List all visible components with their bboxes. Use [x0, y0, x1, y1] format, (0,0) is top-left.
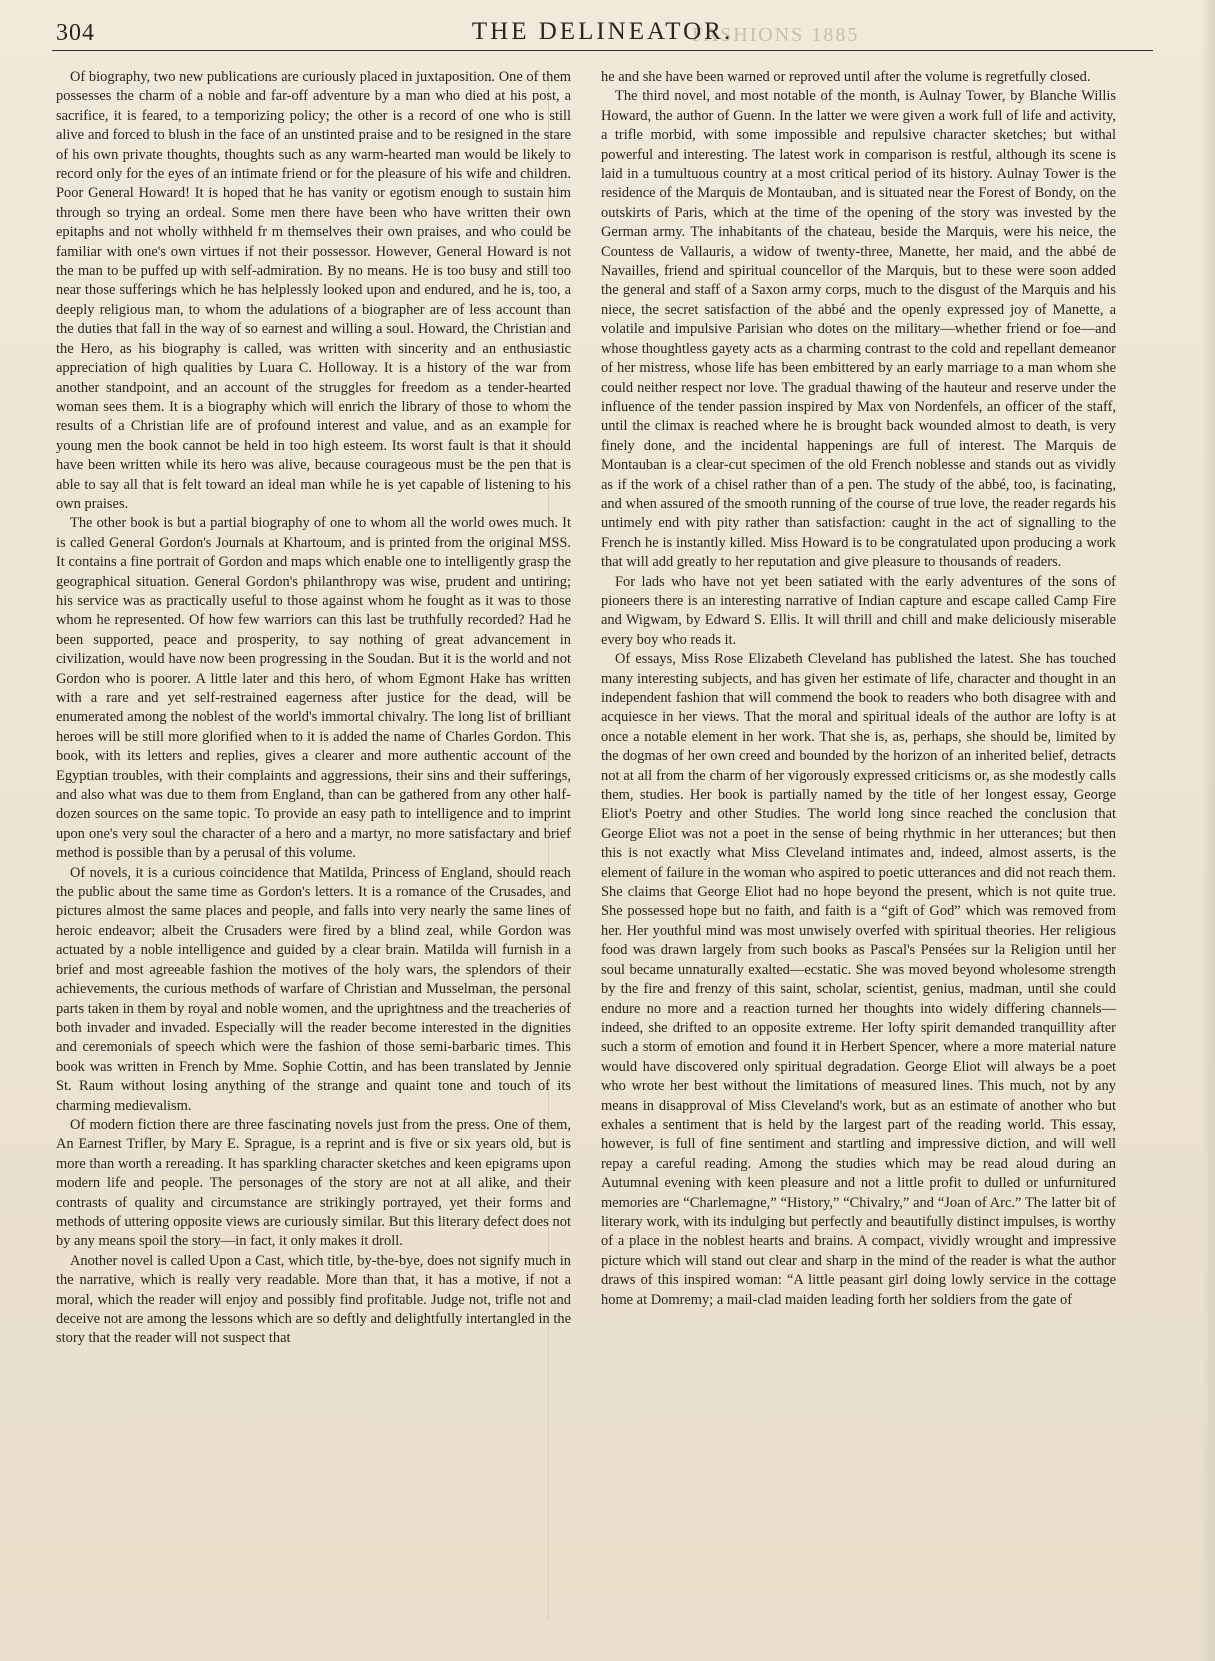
paragraph-camp-fire: For lads who have not yet been satiated with the early adventures of the sons of pioneers there is an interesting narrative of Indian capture and escape called Camp Fire and Wigwam, by Edward S. Ellis. It will thrill and chill and make deliciously miserable every boy who reads it. [601, 573, 1116, 648]
paragraph-essays: Of essays, Miss Rose Elizabeth Cleveland has published the latest. She has touched many interesting subjects, and has given her estimate of life, character and thought in an independent fashion that will commend the book to readers who both disagree with and acquiesce in her views. That the moral and spiritual ideals of the author are lofty is at once a notable element in her work. That she is, as, perhaps, she should be, limited by the dogmas of her own creed and bounded by the horizon of an inherited belief, detracts not at all from the charm of her vigorously expressed criticisms or, as she modestly calls them, studies. Her book is partially named by the title of her longest essay, George Eliot's Poetry and other Studies. The world long since reached the conclusion that George Eliot was not a poet in the sense of being rhythmic in her utterances; but then this is not exactly what Miss Cleveland intimates and, indeed, almost asserts, is the element of failure in the woman who aspired to poetic utterances and did not reach them. She claims that George Eliot had no hope beyond the present, which is not quite true. She possessed hope but no faith, and faith is a “gift of God” which was removed from her. Her youthful mind was most unwisely overfed with spiritual theories. Her religious food was drawn largely from such books as Pascal's Pensées sur la Religion until her soul became unnaturally exalted—ecstatic. She was moved beyond wholesome strength by the fire and frenzy of this saint, scholar, scientist, genius, madman, until she could endure no more and a reaction turned her thoughts into widely differing channels—indeed, she drifted to an opposite extreme. Her lofty spirit demanded tranquillity after such a storm of emotion and found it in Herbert Spencer, where a more material nature would have discovered only spiritual degradation. George Eliot will always be a poet who wrote her best without the limitations of measured lines. This much, not by any means in disapproval of Miss Cleveland's work, but as an estimate of another who but exhales a sentiment that is held by the largest part of the reading world. This essay, however, is full of fine sentiment and startling and impressive diction, and will well repay a careful reading. Among the studies which may be read aloud during an Autumnal evening with keen pleasure and not a little profit to dulled or unfurnitured memories are “Charlemagne,” “History,” “Chivalry,” and “Joan of Arc.” The latter bit of literary work, with its indulging but perfectly and beautifully distinct impulses, is worthy of a place in the noblest hearts and brains. A compact, vividly wrought and impressive picture which will stand out clear and sharp in the mind of the reader is what the author draws of this inspired woman: “A little peasant girl doing lowly service in the cottage home at Domremy; a mail-clad maiden leading forth her soldiers from the gate of [601, 651, 1116, 1308]
masthead [52, 18, 1153, 51]
paragraph-gordon: The other book is but a partial biography of one to whom all the world owes much. It is called General Gordon's Journals at Khartoum, and is printed from the original MSS. It contains a fine portrait of Gordon and maps which enable one to intelligently grasp the geographical situation. General Gordon's philanthropy was wise, prudent and untiring; his service was as practically useful to those against whom he fought as it was to those whom he represented. Of how few warriors can this last be truthfully recorded? Had he been supported, peace and prosperity, to say nothing of great advancement in civilization, would have now been progressing in the Soudan. But it is the world and not Gordon who is poorer. A little later and this hero, of whom Egmont Hake has written with a rare and yet self-restrained eagerness after justice for the dead, will be enumerated among the noblest of the world's immortal chivalry. The long list of brilliant heroes will be still more glorified when to it is added the name of Charles Gordon. This book, with its letters and replies, gives a clearer and more authentic account of the Egyptian troubles, with their complaints and aggressions, their sins and their sufferings, and also what was due to them from England, than can be gathered from any other half-dozen sources on the same topic. To provide an easy path to intelligence and to imprint upon one's very soul the character of a hero and a martyr, no more satisfactary and brief method is possible than by a perusal of this volume. [56, 515, 571, 862]
page-edge-shadow [1201, 0, 1215, 1661]
right-column [601, 68, 1116, 1628]
bleed-through-text: FASHIONS 1885 [692, 24, 860, 46]
paragraph-biography: Of biography, two new publications are curiously placed in juxtaposition. One of them possesses the charm of a noble and far-off adventure by a man who died at his post, a sacrifice, it is feared, to a temporizing policy; the other is a record of one who is still alive and forced to blush in the face of an unstinted praise and to be resigned in the stare of his own private thoughts, thoughts such as any warm-hearted man would be likely to record only for the eyes of an intimate friend or for the pleasure of his wife and children. Poor General Howard! It is hoped that he has vanity or egotism enough to sustain him through so trying an ordeal. Some men there have been who have written their own epitaphs and not wholly withheld fr m themselves their own praises, and who could be familiar with one's own virtues if not their possessor. However, General Howard is not the man to be puffed up with self-admiration. By no means. He is too busy and still too near those sufferings which he has helplessly looked upon and endured, and he is, too, a deeply religious man, to whom the adulations of a biographer are of less account than the duties that fall in the way of so earnest and willing a soul. Howard, the Christian and the Hero, as his biography is called, was written with sincerity and an enthusiastic appreciation of high qualities by Luara C. Holloway. It is a history of the war from another standpoint, and an account of the struggles for freedom as a tender-hearted woman sees them. It is a biography which will enrich the library of those to whom the results of a Christian life are of profound interest and value, and as an example for young men the book cannot be held in too high esteem. Its worst fault is that it should have been written while its hero was alive, because courageous must be the pen that is able to say all that is felt toward an ideal man while he is yet capable of listening to his own praises. [56, 69, 571, 512]
journal-title: THE DELINEATOR. [471, 18, 734, 45]
paragraph-continuation: he and she have been warned or reproved until after the volume is regretfully closed. [601, 69, 1091, 85]
paragraph-matilda: Of novels, it is a curious coincidence that Matilda, Princess of England, should reach the public about the same time as Gordon's letters. It is a romance of the Crusades, and pictures almost the same places and people, and falls into very nearly the same lines of heroic endeavor; albeit the Crusaders were fired by a blind zeal, while Gordon was actuated by a noble intelligence and guided by a clear brain. Matilda will furnish in a brief and most agreeable fashion the motives of the holy wars, the splendors of their achievements, the curious methods of warfare of Christian and Musselman, the personal parts taken in them by royal and noble women, and the uprightness and the treacheries of both invader and invaded. Especially will the reader become interested in the dignities and ceremonials of speech which were the fashion of those semi-barbaric times. This book was written in French by Mme. Sophie Cottin, and has been translated by Jennie St. Raum without losing anything of the strange and quaint tone and touch of its charming medievalism. [56, 864, 571, 1114]
article-body [56, 68, 1116, 1628]
paragraph-aulnay-tower: The third novel, and most notable of the month, is Aulnay Tower, by Blanche Willis Howard, the author of Guenn. In the latter we were given a work full of life and activity, a trifle morbid, with some impossible and repulsive character sketches; but withal powerful and interesting. The latest work in comparison is restful, although its scene is laid in a tumultuous country at a most critical period of its history. Aulnay Tower is the residence of the Marquis de Montauban, and is situated near the Forest of Bondy, on the outskirts of Paris, which at the time of the opening of the story was invested by the German army. The inhabitants of the chateau, beside the Marquis, were his neice, the Countess de Vallauris, a widow of twenty-three, Manette, her maid, and the abbé de Navailles, friend and spiritual councellor of the Marquis, but to these were soon added the general and staff of a Saxon army corps, much to the disgust of the Marquis and his niece, the secret satisfaction of the abbé and the openly expressed joy of Manette, a volatile and impulsive Parisian who dotes on the military—whether friend or foe—and whose thoughtless gayety acts as a charming contrast to the cold and repellant demeanor of her mistress, whose life has been embittered by an early marriage to a man whom she could neither respect nor love. The gradual thawing of the hauteur and reserve under the influence of the tender passion inspired by Max von Nordenfels, an officer of the staff, until the climax is reached where he is brought back wounded almost to death, is very finely done, and the incidental happenings are full of interest. The Marquis de Montauban is a clear-cut specimen of the old French noblesse and stands out as vividly as if the work of a chisel rather than of a pen. The study of the abbé, too, is facinating, and when assured of the smooth running of the course of true love, the reader regards his untimely end with pity rather than satisfaction: caught in the act of signalling to the French he is instantly killed. Miss Howard is to be congratulated upon producing a work that will add greatly to her reputation and give pleasure to thousands of readers. [601, 88, 1116, 571]
paragraph-upon-a-cast: Another novel is called Upon a Cast, which title, by-the-bye, does not signify much in the narrative, which is really very readable. More than that, it has a motive, if not a moral, which the reader will enjoy and possibly find profitable. Judge not, trifle not and deceive not are among the lessons which are so deftly and delightfully intertangled in the story that the reader will not suspect that [56, 1252, 571, 1347]
left-column [56, 68, 571, 1628]
paragraph-modern-fiction: Of modern fiction there are three fascinating novels just from the press. One of them, An Earnest Trifler, by Mary E. Sprague, is a reprint and is five or six years old, but is more than worth a rereading. It has sparkling character sketches and keen epigrams upon modern life and people. The personages of the story are not at all alike, and their contrasts of quality and circumstance are strikingly portrayed, yet their forms and methods of uttering opposite views are curiously similar. But this literary defect does not by any means spoil the story—in fact, it only makes it droll. [56, 1116, 571, 1250]
page-number: 304 [56, 20, 95, 46]
